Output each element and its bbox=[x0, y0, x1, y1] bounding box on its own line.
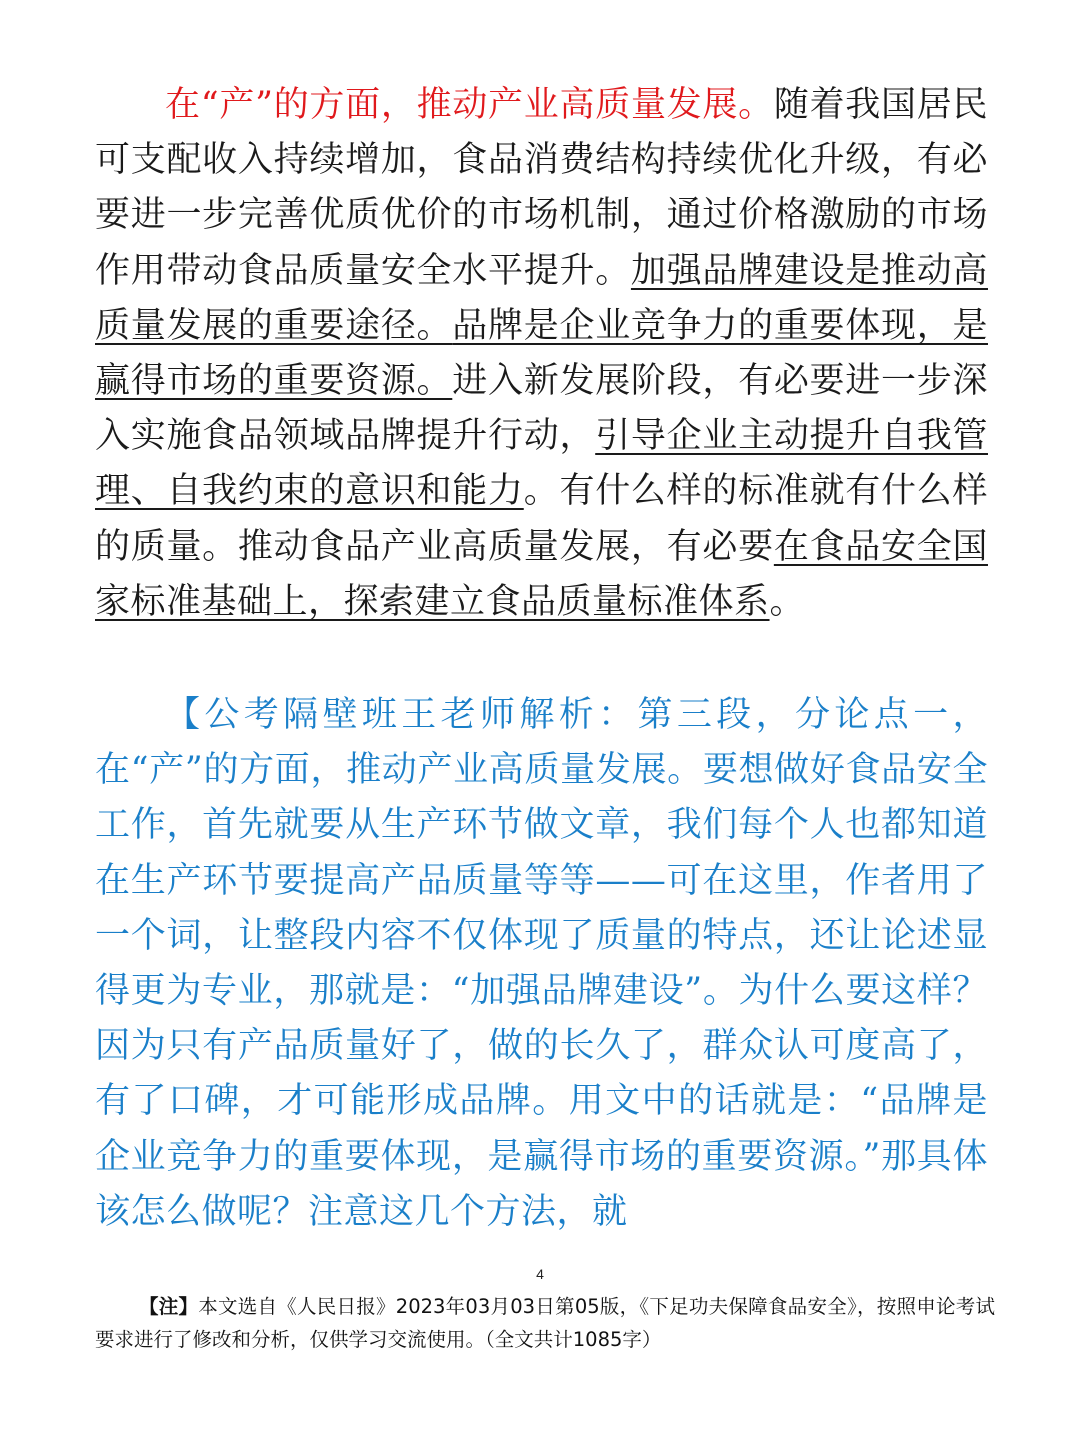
body-text-1: 随着我国居民可支配收入持续增加，食品消费结构持续优化升级，有必要进一步完善优质优价的市场机制，通过价格激励的市场作用带动食品质量安全水平提升。 bbox=[95, 85, 988, 291]
footnote bbox=[95, 1290, 995, 1356]
underlined-sentence-1: 加强品牌建设是推动高质量发展的重要途径。 bbox=[95, 250, 988, 346]
main-paragraph bbox=[95, 78, 988, 630]
footnote-label: 【注】 bbox=[139, 1295, 199, 1318]
page-number: 4 bbox=[536, 1266, 544, 1282]
footnote-text: 本文选自《人民日报》2023年03月03日第05版，《下足功夫保障食品安全》，按照申论考试要求进行了修改和分析，仅供学习交流使用。（全文共计1085字） bbox=[95, 1295, 995, 1351]
section-heading: 在“产”的方面，推动产业高质量发展。 bbox=[165, 85, 774, 125]
analysis-paragraph: 【公考隔壁班王老师解析：第三段，分论点一，在“产”的方面，推动产业高质量发展。要想做好食品安全工作，首先就要从生产环节做文章，我们每个人也都知道在生产环节要提高产品质量等等——可在这里，作者用了一个词，让整段内容不仅体现了质量的特点，还让论述显得更为专业，那就是：“加强品牌建设”。为什么要这样？因为只有产品质量好了，做的长久了，群众认可度高了，有了口碑，才可能形成品牌。用文中的话就是：“品牌是企业竞争力的重要体现，是赢得市场的重要资源。”那具体该怎么做呢？注意这几个方法，就 bbox=[95, 695, 988, 1232]
underlined-sentence-4: 在食品安全国家标准基础上，探索建立食品质量标准体系 bbox=[95, 526, 988, 622]
body-text-2: 进入新发展阶段，有必要进一步深入实施食品领域品牌提升行动， bbox=[95, 361, 988, 457]
underlined-sentence-2: 品牌是企业竞争力的重要体现，是赢得市场的重要资源。 bbox=[95, 305, 988, 402]
underlined-sentence-3: 引导企业主动提升自我管理、自我约束的意识和能力 bbox=[95, 416, 988, 512]
body-text-4: 。 bbox=[769, 581, 806, 622]
body-text-3: 。有什么样的标准就有什么样的质量。推动食品产业高质量发展，有必要 bbox=[95, 471, 988, 567]
